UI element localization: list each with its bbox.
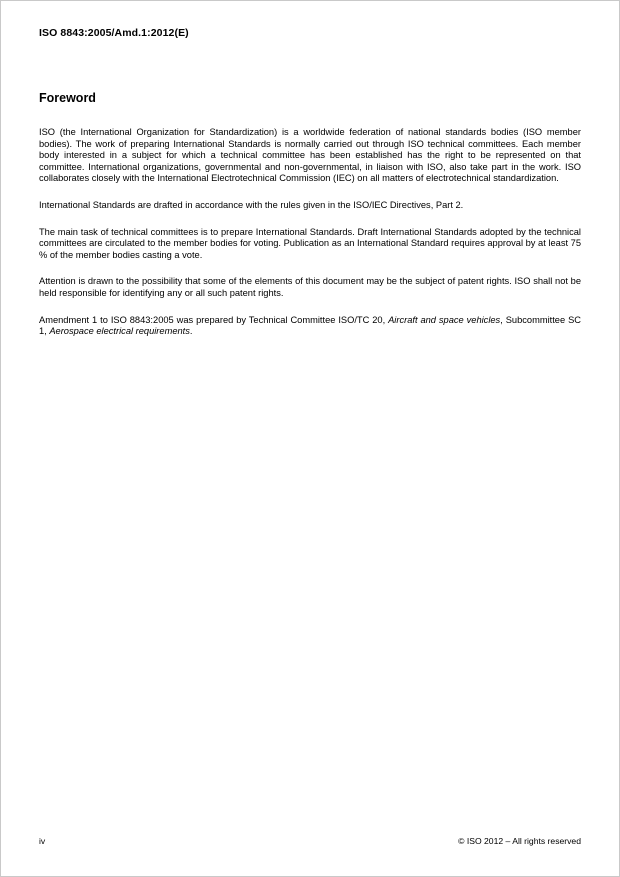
committee-title-italic: Aircraft and space vehicles [388, 314, 501, 325]
paragraph-directives: International Standards are drafted in accordance with the rules given in the ISO/IEC Directives, Part 2. [39, 199, 464, 210]
paragraph-patent-rights: Attention is drawn to the possibility that some of the elements of this document may be the subject of patent rights. ISO shall not be held responsible for identifying any or all such patent rights. [39, 276, 581, 298]
page-footer [39, 836, 581, 846]
page-number: iv [39, 836, 46, 846]
foreword-heading: Foreword [39, 91, 96, 105]
paragraph-main-task: The main task of technical committees is to prepare International Standards. Draft International Standards adopted by the technical committees are circulated to the member bodies for voting. Publication as an International Standard requires approval by at least 75 % of the member bodies casting a vote. [39, 226, 581, 260]
paragraph-iso-federation: ISO (the International Organization for Standardization) is a worldwide federation of national standards bodies (ISO member bodies). The work of preparing International Standards is normally carried out through ISO technical committees. Each member body interested in a subject for which a technical committee has been established has the right to be represented on that committee. International organizations, governmental and non-governmental, in liaison with ISO, also take part in the work. ISO collaborates closely with the International Electrotechnical Commission (IEC) on all matters of electrotechnical standardization. [39, 127, 581, 184]
amendment-text-part3: . [189, 326, 193, 337]
amendment-text-part1: Amendment 1 to ISO 8843:2005 was prepared by Technical Committee ISO/TC 20, [39, 314, 389, 325]
amendment-text-part2: , Subcommittee SC 1, [39, 314, 581, 337]
copyright-notice: © ISO 2012 – All rights reserved [458, 836, 581, 846]
document-reference-header: ISO 8843:2005/Amd.1:2012(E) [39, 27, 189, 39]
subcommittee-title-italic: Aerospace electrical requirements [49, 326, 190, 337]
page-content [39, 27, 581, 338]
paragraph-amendment [39, 315, 581, 338]
